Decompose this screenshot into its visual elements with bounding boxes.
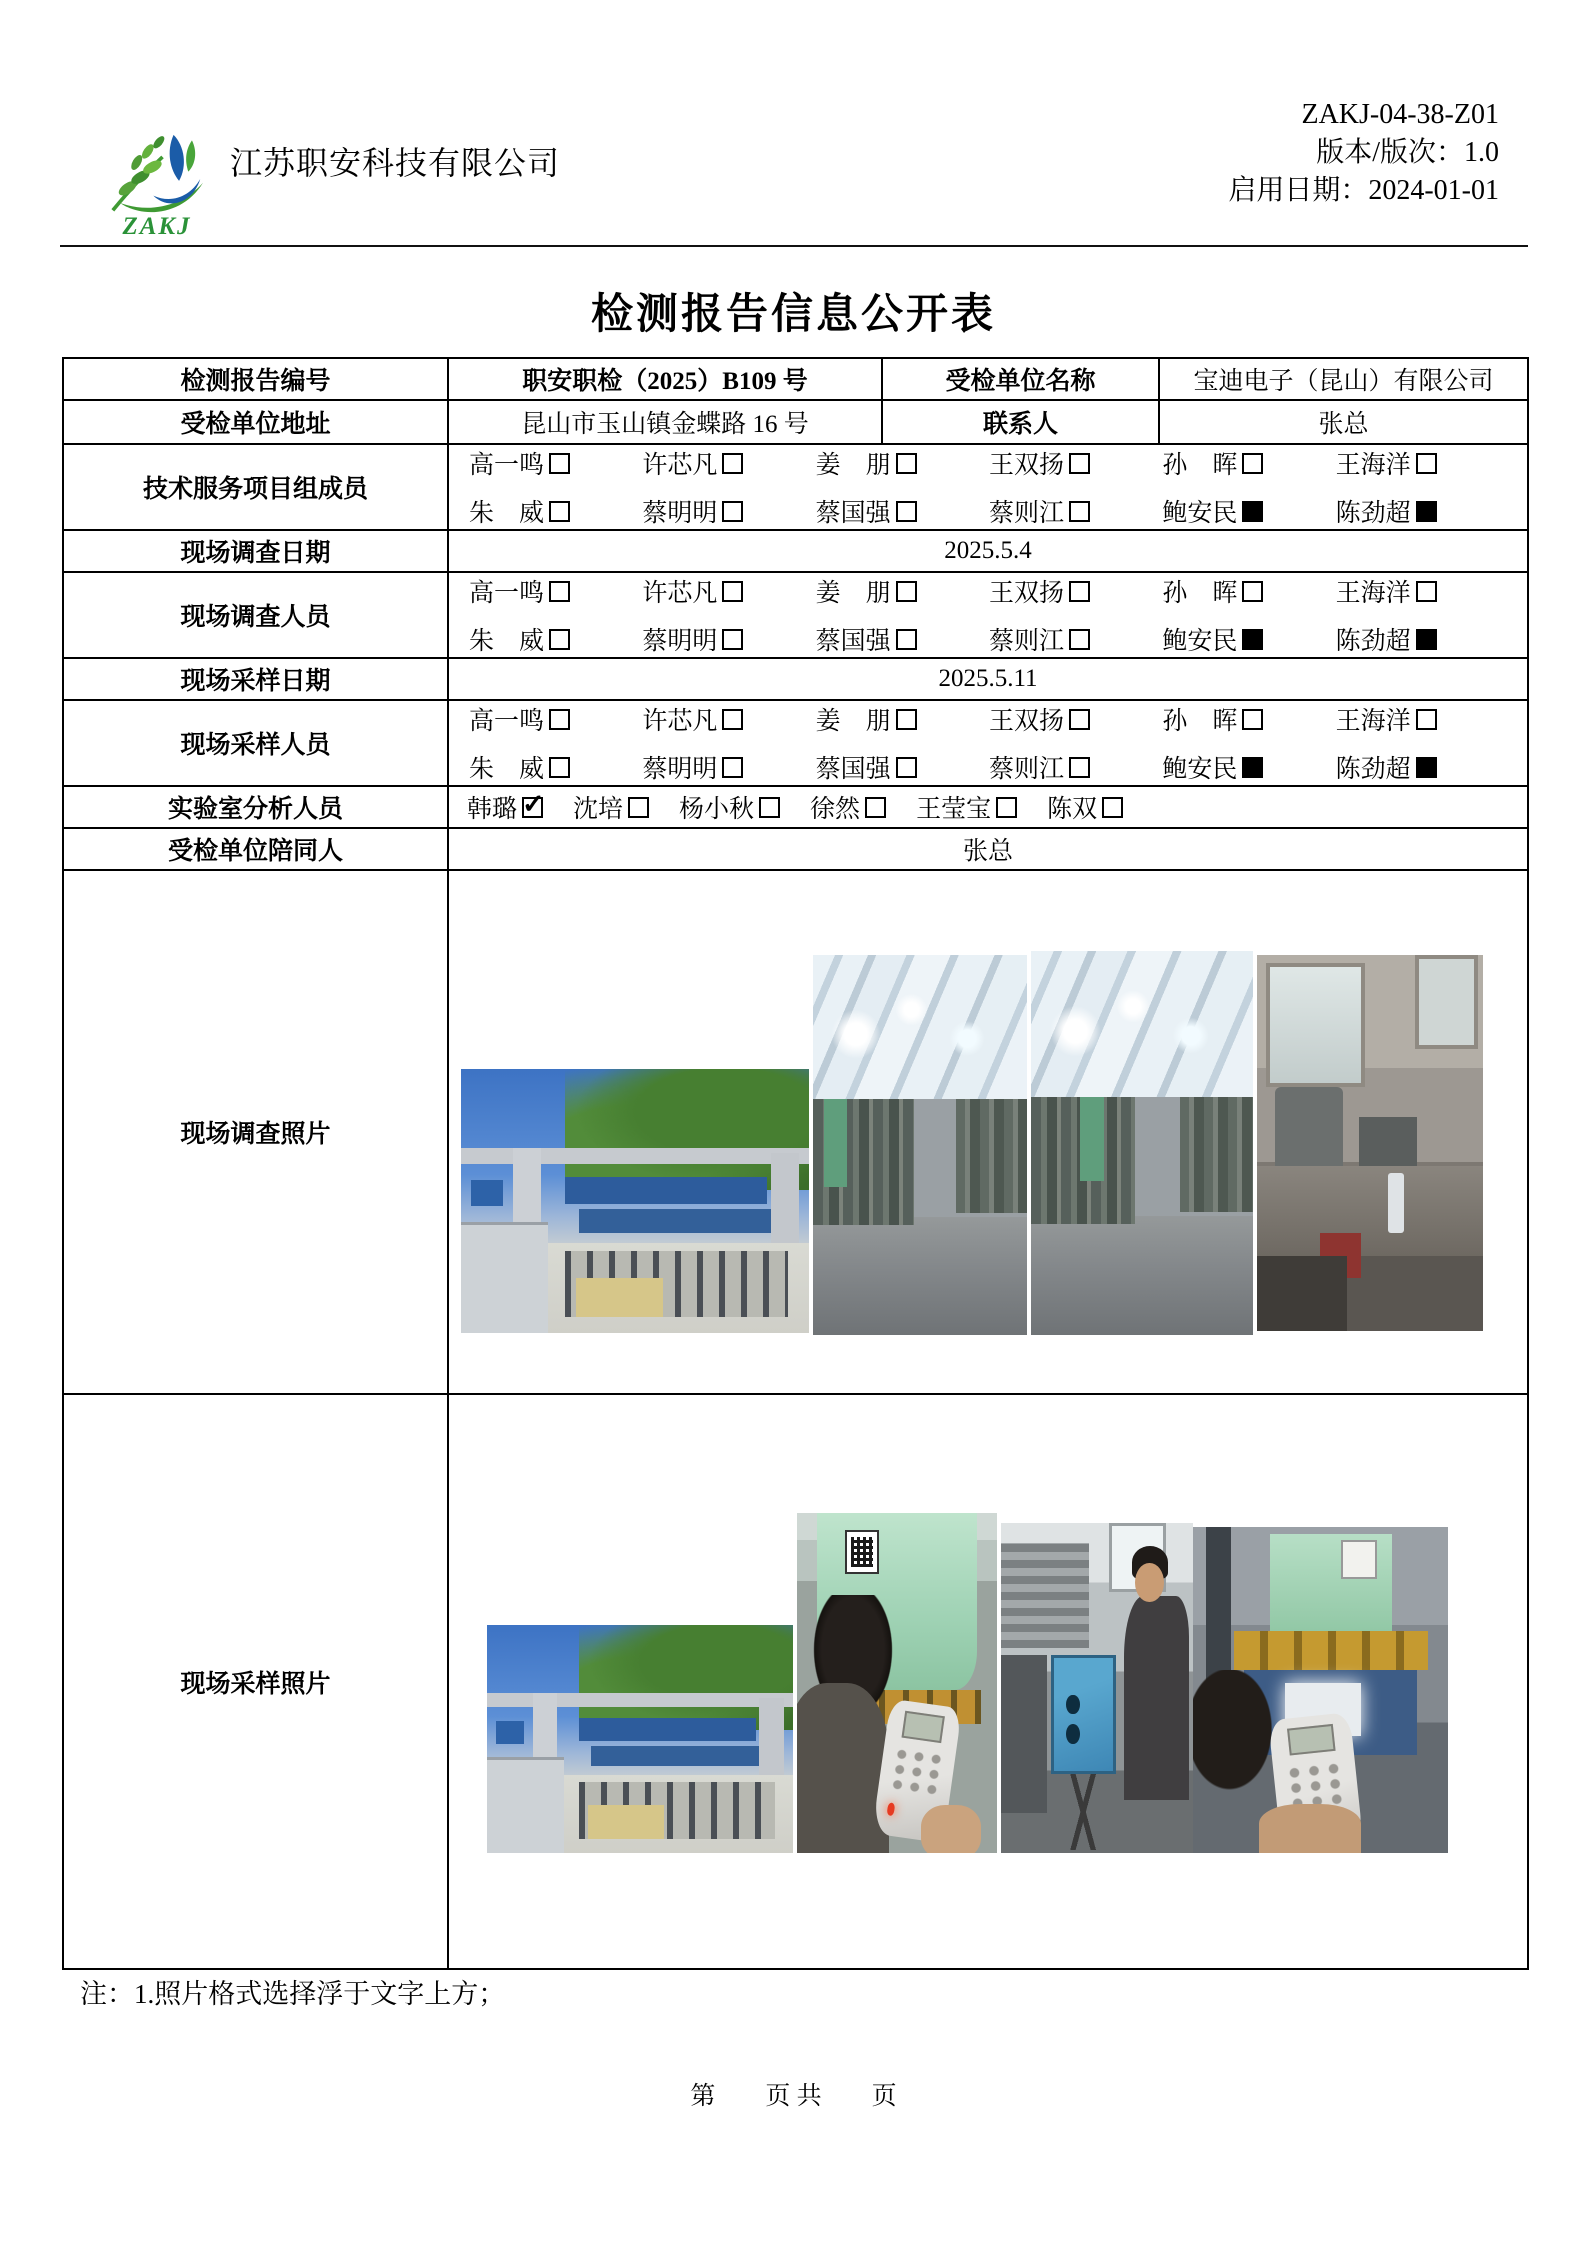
checkbox-icon: [896, 757, 917, 778]
staff-name: 许芯凡: [642, 580, 718, 607]
checkbox-icon: [1069, 453, 1090, 474]
staff-name: 姜 朋: [815, 580, 891, 607]
checkbox-icon: [722, 709, 743, 730]
staff-member: [642, 445, 815, 481]
checkbox-icon: [549, 709, 570, 730]
staff-name: 姜 朋: [815, 452, 891, 479]
photo-factory-gate: [461, 1069, 809, 1333]
staff-name: 蔡明明: [642, 756, 718, 783]
page-footer: 第 页 共 页: [690, 2083, 897, 2110]
staff-member: [1162, 573, 1335, 609]
checkbox-icon: [996, 797, 1017, 818]
checkbox-icon: [549, 501, 570, 522]
sampling-team-cell: [448, 700, 1528, 786]
survey-photos-cell: [448, 870, 1528, 1394]
staff-member: [1162, 445, 1335, 481]
document-meta: [1228, 96, 1499, 210]
staff-member: [989, 445, 1162, 481]
checkbox-icon: [896, 629, 917, 650]
staff-name: 鲍安民: [1162, 628, 1238, 655]
checkbox-icon: [1242, 709, 1263, 730]
staff-name: 沈培: [573, 796, 624, 823]
checkbox-icon: [1069, 581, 1090, 602]
staff-name: 孙 晖: [1162, 452, 1238, 479]
staff-name: 朱 威: [469, 500, 545, 527]
staff-name: 朱 威: [469, 756, 545, 783]
checkbox-icon: [549, 629, 570, 650]
staff-name: 陈劲超: [1335, 500, 1411, 527]
staff-name: 姜 朋: [815, 708, 891, 735]
logo-leaves-icon: [101, 122, 213, 214]
staff-member: [642, 701, 815, 737]
staff-name: 蔡明明: [642, 500, 718, 527]
staff-name: 蔡则江: [988, 628, 1064, 655]
staff-member: [1336, 573, 1509, 609]
checkbox-icon: [1242, 581, 1263, 602]
staff-name: 蔡则江: [988, 756, 1064, 783]
staff-name: 徐然: [810, 796, 861, 823]
staff-member: [816, 749, 989, 785]
survey-date-value: 2025.5.4: [448, 530, 1528, 572]
staff-name: 孙 晖: [1162, 580, 1238, 607]
staff-member: [1162, 701, 1335, 737]
checkbox-icon: [1416, 709, 1437, 730]
staff-name: 陈劲超: [1335, 628, 1411, 655]
staff-member: [989, 493, 1162, 529]
staff-member: [469, 621, 642, 657]
staff-member: [816, 445, 989, 481]
staff-member: [467, 789, 543, 825]
staff-member: [816, 493, 989, 529]
checkbox-icon: [1069, 629, 1090, 650]
staff-name: 王双扬: [988, 708, 1064, 735]
staff-member: [1162, 493, 1335, 529]
checkbox-icon: [1242, 453, 1263, 474]
checkbox-icon: [549, 453, 570, 474]
staff-name: 蔡国强: [815, 500, 891, 527]
companion-label: 受检单位陪同人: [63, 828, 448, 870]
staff-name: 陈双: [1047, 796, 1098, 823]
checkbox-icon: [1416, 757, 1437, 778]
staff-name: 高一鸣: [469, 708, 545, 735]
version-line: 版本/版次：1.0: [1316, 137, 1499, 168]
contact-label: 联系人: [882, 400, 1159, 444]
checkbox-icon: [896, 709, 917, 730]
checkbox-icon: [722, 629, 743, 650]
checkbox-icon: [1242, 501, 1263, 522]
photo-press-sampling: [1193, 1527, 1448, 1853]
staff-name: 王双扬: [988, 580, 1064, 607]
staff-name: 孙 晖: [1162, 708, 1238, 735]
staff-member: [1336, 493, 1509, 529]
photo-sampling-gate: [487, 1625, 793, 1853]
staff-member: [1162, 621, 1335, 657]
staff-member: [642, 621, 815, 657]
header-divider: [60, 245, 1528, 247]
staff-name: 韩璐: [467, 796, 518, 823]
checkbox-icon: [865, 797, 886, 818]
staff-member: [573, 789, 649, 825]
staff-name: 王海洋: [1335, 708, 1411, 735]
lab-analysts-roster: [449, 789, 1527, 825]
staff-name: 鲍安民: [1162, 756, 1238, 783]
staff-member: [1162, 749, 1335, 785]
photo-workshop-aisle-1: [813, 955, 1027, 1335]
staff-member: [642, 573, 815, 609]
checkbox-icon: [549, 581, 570, 602]
staff-name: 陈劲超: [1335, 756, 1411, 783]
photo-green-press-sampling: [797, 1513, 997, 1853]
staff-name: 杨小秋: [679, 796, 755, 823]
survey-photos-label: 现场调查照片: [63, 870, 448, 1394]
checkbox-icon: [1069, 501, 1090, 522]
checkbox-icon: [1069, 757, 1090, 778]
staff-member: [1336, 445, 1509, 481]
checkbox-icon: [896, 453, 917, 474]
sampling-team-label: 现场采样人员: [63, 700, 448, 786]
staff-member: [642, 493, 815, 529]
photo-blue-sampler: [1001, 1523, 1193, 1853]
photo-equipment-corner: [1257, 955, 1483, 1331]
checkbox-icon: [1102, 797, 1123, 818]
staff-name: 王双扬: [988, 452, 1064, 479]
tech-team-label: 技术服务项目组成员: [63, 444, 448, 530]
staff-member: [469, 493, 642, 529]
checkbox-icon: [628, 797, 649, 818]
staff-member: [469, 749, 642, 785]
survey-team-cell: [448, 572, 1528, 658]
staff-member: [469, 445, 642, 481]
checkbox-icon: [549, 757, 570, 778]
survey-team-roster: [449, 573, 1527, 657]
doc-code: ZAKJ-04-38-Z01: [1301, 99, 1499, 130]
checkbox-icon: [1069, 709, 1090, 730]
checkbox-icon: [522, 797, 543, 818]
staff-member: [816, 701, 989, 737]
staff-member: [469, 701, 642, 737]
staff-name: 高一鸣: [469, 452, 545, 479]
staff-member: [679, 789, 780, 825]
unit-address-label: 受检单位地址: [63, 400, 448, 444]
checkbox-icon: [1416, 501, 1437, 522]
sampling-team-roster: [449, 701, 1527, 785]
sampling-photos-label: 现场采样照片: [63, 1394, 448, 1969]
staff-name: 许芯凡: [642, 708, 718, 735]
report-no-label: 检测报告编号: [63, 358, 448, 400]
checkbox-icon: [1416, 629, 1437, 650]
checkbox-icon: [1416, 581, 1437, 602]
company-name: 江苏职安科技有限公司: [230, 145, 561, 181]
staff-name: 鲍安民: [1162, 500, 1238, 527]
start-date-line: 启用日期：2024-01-01: [1228, 175, 1499, 206]
staff-name: 王海洋: [1335, 580, 1411, 607]
companion-value: 张总: [448, 828, 1528, 870]
staff-member: [989, 701, 1162, 737]
staff-name: 王海洋: [1335, 452, 1411, 479]
checkbox-icon: [722, 501, 743, 522]
report-info-table: [62, 357, 1529, 1970]
staff-member: [642, 749, 815, 785]
staff-member: [916, 789, 1017, 825]
staff-member: [816, 573, 989, 609]
tech-team-cell: [448, 444, 1528, 530]
page-title: 检测报告信息公开表: [590, 292, 996, 338]
staff-member: [1336, 749, 1509, 785]
checkbox-icon: [1242, 629, 1263, 650]
checkbox-icon: [1242, 757, 1263, 778]
staff-name: 王莹宝: [916, 796, 992, 823]
staff-member: [989, 573, 1162, 609]
checkbox-icon: [1416, 453, 1437, 474]
checkbox-icon: [896, 581, 917, 602]
checkbox-icon: [722, 581, 743, 602]
tech-team-roster: [449, 445, 1527, 529]
staff-member: [810, 789, 886, 825]
staff-name: 高一鸣: [469, 580, 545, 607]
lab-analysts-cell: [448, 786, 1528, 828]
staff-name: 蔡则江: [988, 500, 1064, 527]
checkbox-icon: [759, 797, 780, 818]
staff-member: [1047, 789, 1123, 825]
contact-value: 张总: [1159, 400, 1528, 444]
staff-name: 朱 威: [469, 628, 545, 655]
sampling-date-label: 现场采样日期: [63, 658, 448, 700]
staff-member: [989, 749, 1162, 785]
checkbox-icon: [896, 501, 917, 522]
unit-address-value: 昆山市玉山镇金蝶路 16 号: [448, 400, 882, 444]
staff-member: [989, 621, 1162, 657]
unit-name-value: 宝迪电子（昆山）有限公司: [1159, 358, 1528, 400]
survey-team-label: 现场调查人员: [63, 572, 448, 658]
staff-member: [469, 573, 642, 609]
staff-member: [816, 621, 989, 657]
checkbox-icon: [722, 453, 743, 474]
staff-member: [1336, 701, 1509, 737]
staff-name: 蔡国强: [815, 628, 891, 655]
report-no-value: 职安职检（2025）B109 号: [448, 358, 882, 400]
staff-member: [1336, 621, 1509, 657]
unit-name-label: 受检单位名称: [882, 358, 1159, 400]
staff-name: 许芯凡: [642, 452, 718, 479]
survey-date-label: 现场调查日期: [63, 530, 448, 572]
lab-analysts-label: 实验室分析人员: [63, 786, 448, 828]
checkbox-icon: [722, 757, 743, 778]
staff-name: 蔡国强: [815, 756, 891, 783]
logo-text: ZAKJ: [122, 213, 192, 240]
photo-workshop-aisle-2: [1031, 951, 1253, 1335]
sampling-date-value: 2025.5.11: [448, 658, 1528, 700]
sampling-photos-cell: [448, 1394, 1528, 1969]
note-text: 注：1.照片格式选择浮于文字上方；: [80, 1979, 506, 2009]
company-logo: [98, 122, 216, 239]
staff-name: 蔡明明: [642, 628, 718, 655]
